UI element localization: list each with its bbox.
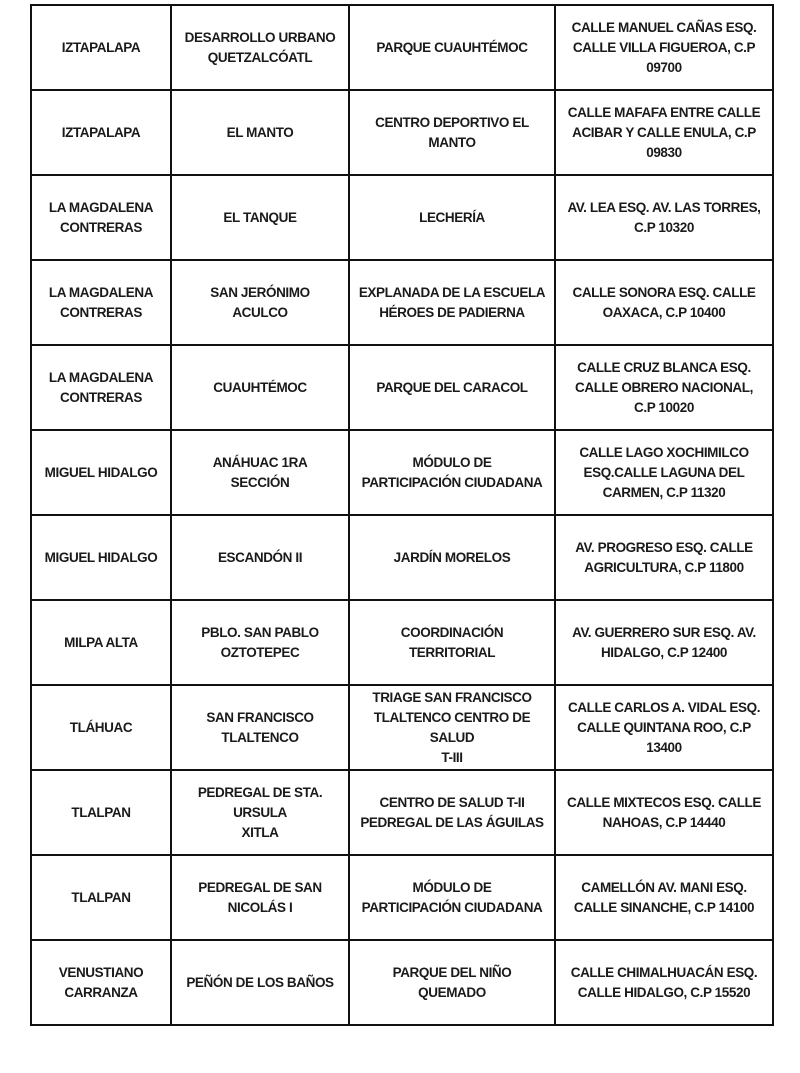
cell-alcaldia: MIGUEL HIDALGO [31, 430, 171, 515]
cell-alcaldia: IZTAPALAPA [31, 90, 171, 175]
table-row [31, 940, 773, 1025]
cell-direccion: CALLE CRUZ BLANCA ESQ. CALLE OBRERO NACIONAL, C.P 10020 [555, 345, 773, 430]
cell-colonia: PEÑÓN DE LOS BAÑOS [171, 940, 349, 1025]
cell-lugar: TRIAGE SAN FRANCISCO TLALTENCO CENTRO DE SALUD T-III [349, 685, 555, 770]
cell-alcaldia: LA MAGDALENA CONTRERAS [31, 260, 171, 345]
cell-direccion: CALLE MAFAFA ENTRE CALLE ACIBAR Y CALLE ENULA, C.P 09830 [555, 90, 773, 175]
cell-colonia: PEDREGAL DE STA. URSULA XITLA [171, 770, 349, 855]
locations-table-container [30, 4, 774, 1026]
cell-direccion: CALLE LAGO XOCHIMILCO ESQ.CALLE LAGUNA DEL CARMEN, C.P 11320 [555, 430, 773, 515]
cell-alcaldia: TLALPAN [31, 770, 171, 855]
cell-lugar: CENTRO DE SALUD T-II PEDREGAL DE LAS ÁGUILAS [349, 770, 555, 855]
table-row [31, 430, 773, 515]
table-row [31, 515, 773, 600]
table-row [31, 175, 773, 260]
cell-direccion: AV. LEA ESQ. AV. LAS TORRES, C.P 10320 [555, 175, 773, 260]
cell-alcaldia: TLÁHUAC [31, 685, 171, 770]
cell-lugar: CENTRO DEPORTIVO EL MANTO [349, 90, 555, 175]
cell-colonia: SAN JERÓNIMO ACULCO [171, 260, 349, 345]
table-row [31, 345, 773, 430]
cell-alcaldia: MIGUEL HIDALGO [31, 515, 171, 600]
cell-lugar: MÓDULO DE PARTICIPACIÓN CIUDADANA [349, 855, 555, 940]
locations-table [30, 4, 774, 1026]
cell-alcaldia: VENUSTIANO CARRANZA [31, 940, 171, 1025]
cell-direccion: CALLE MANUEL CAÑAS ESQ. CALLE VILLA FIGUEROA, C.P 09700 [555, 5, 773, 90]
cell-lugar: EXPLANADA DE LA ESCUELA HÉROES DE PADIERNA [349, 260, 555, 345]
cell-alcaldia: LA MAGDALENA CONTRERAS [31, 175, 171, 260]
table-row [31, 600, 773, 685]
cell-lugar: PARQUE DEL NIÑO QUEMADO [349, 940, 555, 1025]
cell-direccion: CAMELLÓN AV. MANI ESQ. CALLE SINANCHE, C.P 14100 [555, 855, 773, 940]
cell-lugar: COORDINACIÓN TERRITORIAL [349, 600, 555, 685]
table-row [31, 685, 773, 770]
cell-colonia: EL MANTO [171, 90, 349, 175]
cell-alcaldia: IZTAPALAPA [31, 5, 171, 90]
cell-alcaldia: LA MAGDALENA CONTRERAS [31, 345, 171, 430]
table-row [31, 260, 773, 345]
cell-colonia: CUAUHTÉMOC [171, 345, 349, 430]
cell-direccion: CALLE MIXTECOS ESQ. CALLE NAHOAS, C.P 14440 [555, 770, 773, 855]
cell-direccion: CALLE CARLOS A. VIDAL ESQ. CALLE QUINTANA ROO, C.P 13400 [555, 685, 773, 770]
cell-lugar: JARDÍN MORELOS [349, 515, 555, 600]
cell-colonia: DESARROLLO URBANO QUETZALCÓATL [171, 5, 349, 90]
table-row [31, 855, 773, 940]
cell-lugar: LECHERÍA [349, 175, 555, 260]
table-row [31, 770, 773, 855]
cell-lugar: PARQUE CUAUHTÉMOC [349, 5, 555, 90]
cell-direccion: AV. GUERRERO SUR ESQ. AV. HIDALGO, C.P 12400 [555, 600, 773, 685]
cell-colonia: PEDREGAL DE SAN NICOLÁS I [171, 855, 349, 940]
cell-colonia: EL TANQUE [171, 175, 349, 260]
cell-alcaldia: MILPA ALTA [31, 600, 171, 685]
cell-alcaldia: TLALPAN [31, 855, 171, 940]
cell-direccion: CALLE CHIMALHUACÁN ESQ. CALLE HIDALGO, C.P 15520 [555, 940, 773, 1025]
table-row [31, 5, 773, 90]
cell-colonia: PBLO. SAN PABLO OZTOTEPEC [171, 600, 349, 685]
cell-lugar: PARQUE DEL CARACOL [349, 345, 555, 430]
cell-direccion: AV. PROGRESO ESQ. CALLE AGRICULTURA, C.P 11800 [555, 515, 773, 600]
table-body [31, 5, 773, 1025]
cell-colonia: SAN FRANCISCO TLALTENCO [171, 685, 349, 770]
cell-lugar: MÓDULO DE PARTICIPACIÓN CIUDADANA [349, 430, 555, 515]
cell-direccion: CALLE SONORA ESQ. CALLE OAXACA, C.P 10400 [555, 260, 773, 345]
table-row [31, 90, 773, 175]
cell-colonia: ESCANDÓN II [171, 515, 349, 600]
cell-colonia: ANÁHUAC 1RA SECCIÓN [171, 430, 349, 515]
